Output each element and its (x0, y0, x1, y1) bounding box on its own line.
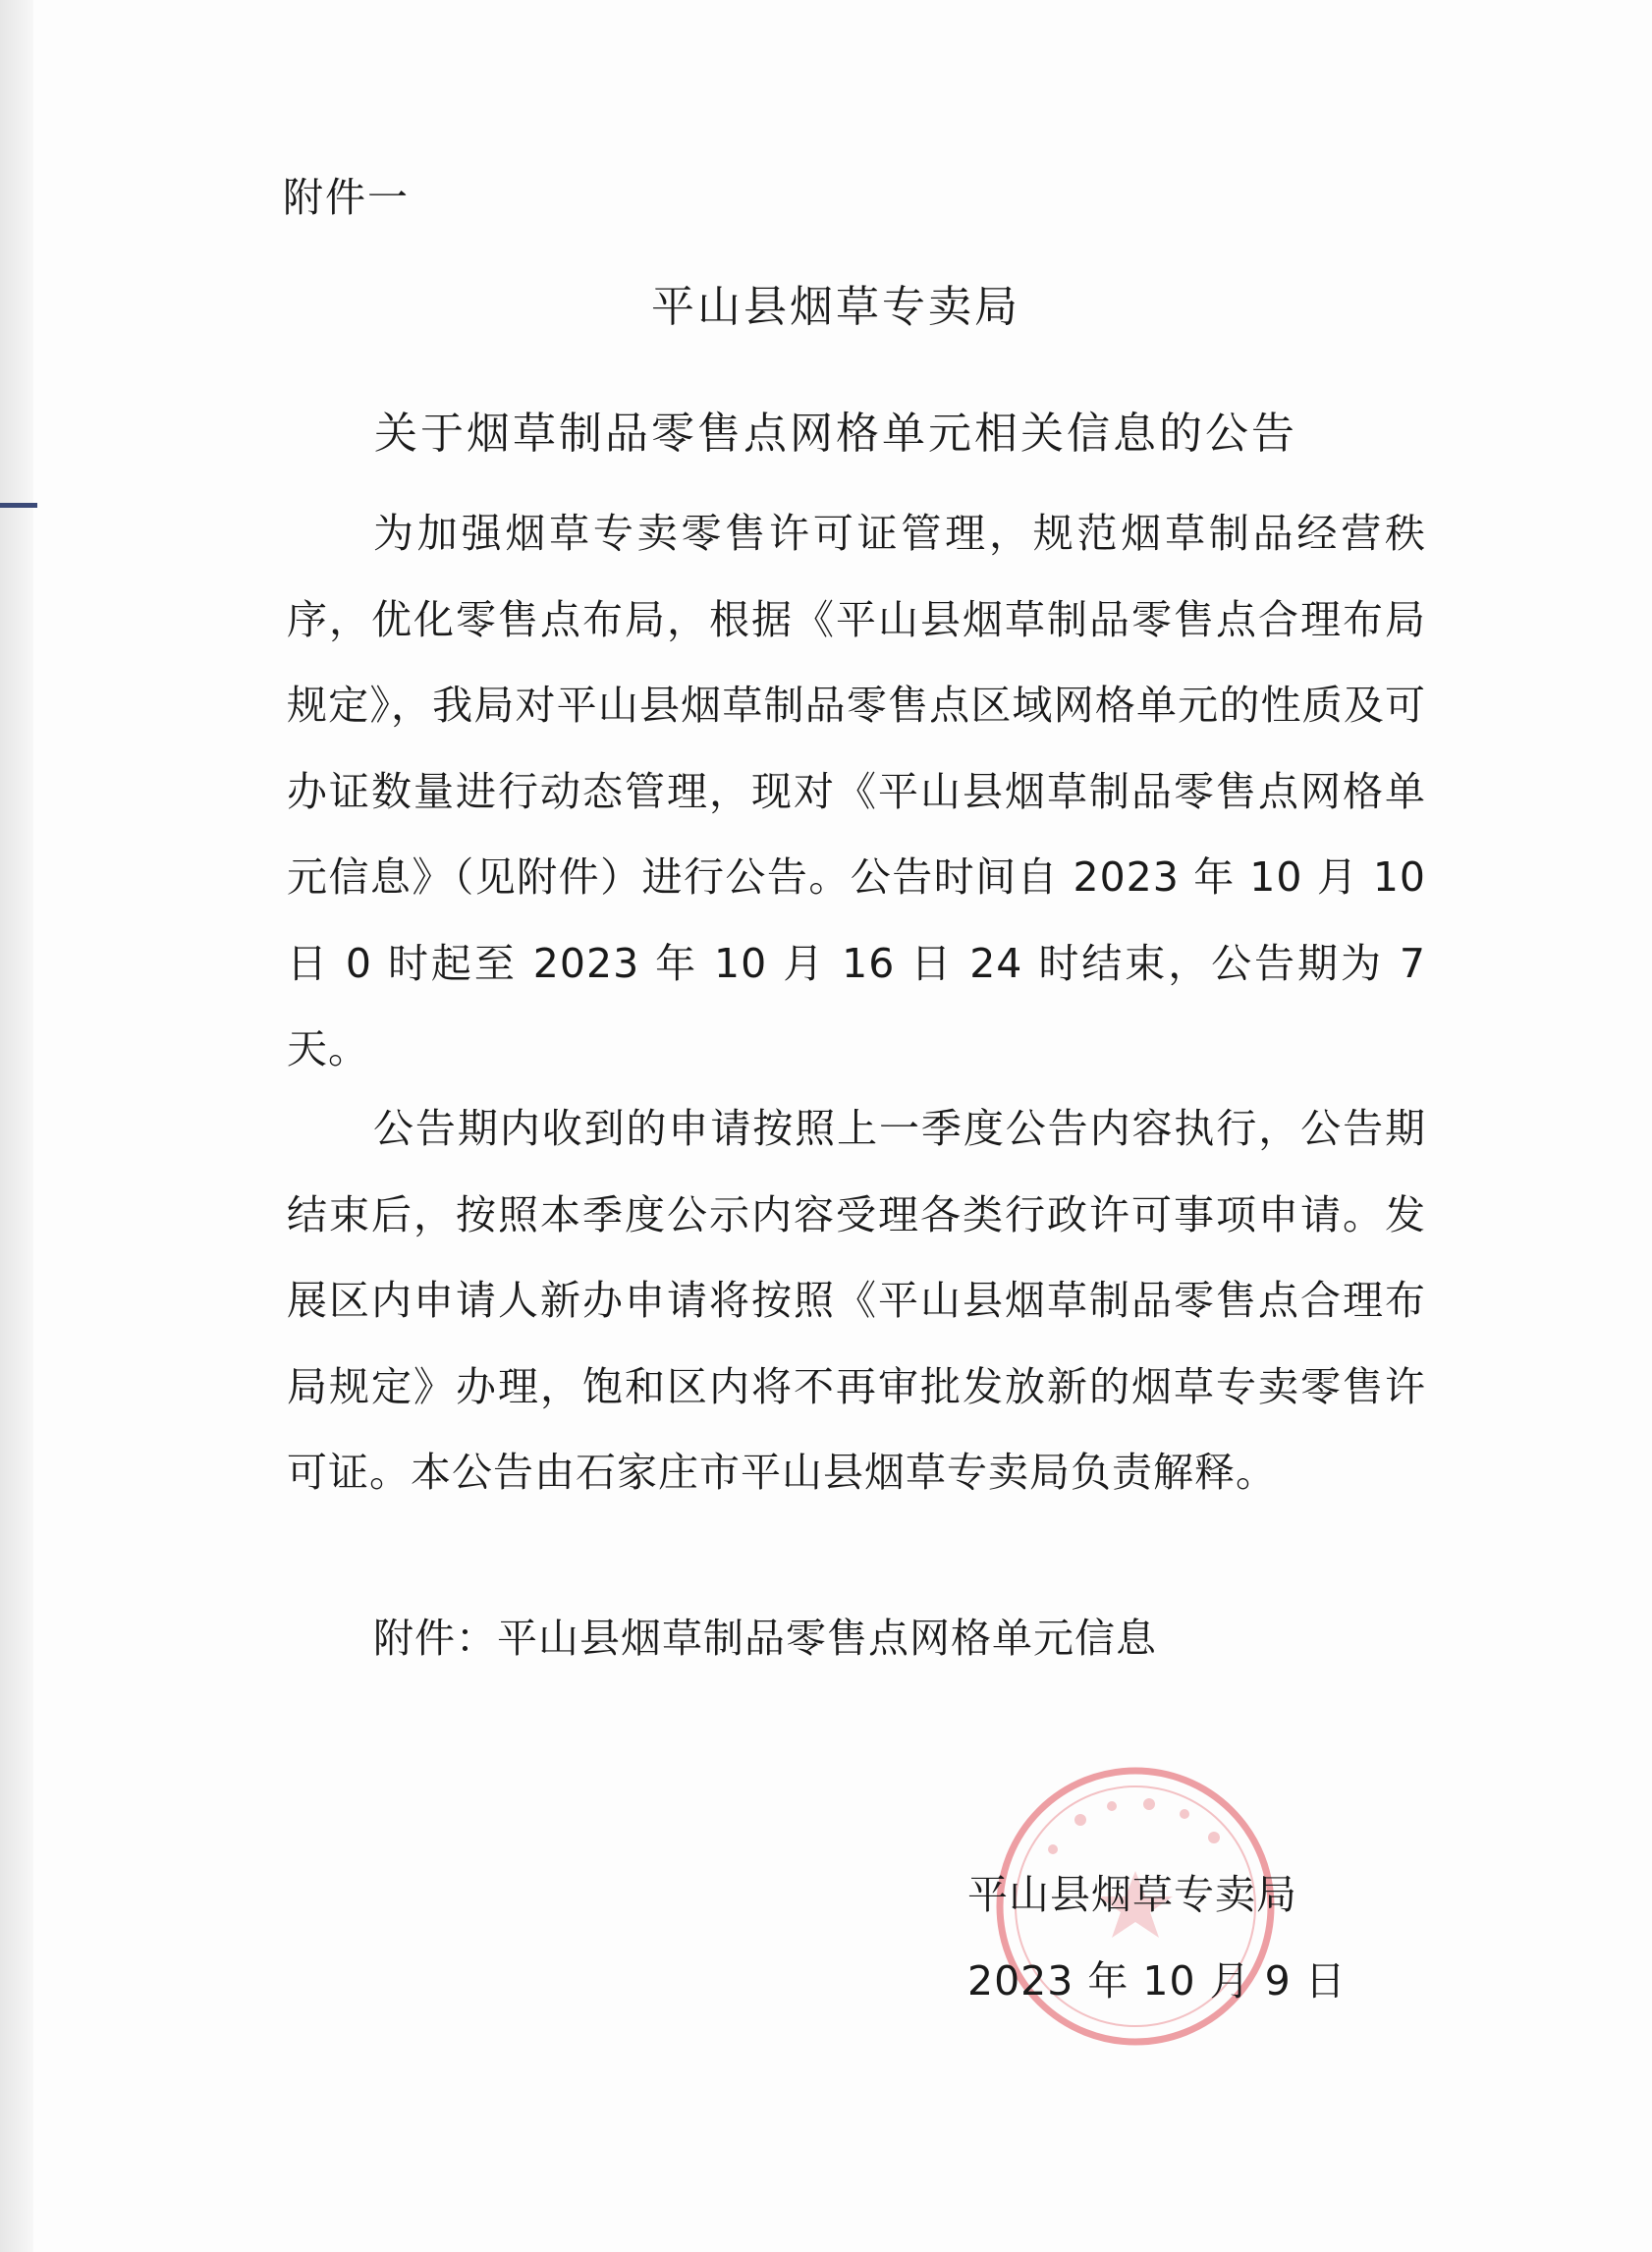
title-announcement: 关于烟草制品零售点网格单元相关信息的公告 (374, 409, 1297, 459)
body-paragraph-1: 为加强烟草专卖零售许可证管理，规范烟草制品经营秩序，优化零售点布局，根据《平山县烟草制品零售点合理布局规定》，我局对平山县烟草制品零售点区域网格单元的性质及可办证数量进行动态管理，现对《平山县烟草制品零售点网格单元信息》（见附件）进行公告。公告时间自 2023 年 10 月 10 日 0 时起至 2023 年 10 月 16 日 24 时结束，公告期为 7 天。 (287, 510, 1426, 1072)
attachment-label: 附件一 (283, 174, 410, 221)
signature-date: 2023 年 10 月 9 日 (967, 1957, 1347, 2005)
signature-block (967, 1851, 1347, 2024)
scan-edge-mark (0, 503, 37, 508)
title-organization: 平山县烟草专卖局 (651, 282, 1020, 332)
attachment-note: 附件：平山县烟草制品零售点网格单元信息 (373, 1615, 1157, 1662)
body-paragraph-2: 公告期内收到的申请按照上一季度公告内容执行，公告期结束后，按照本季度公示内容受理各类行政许可事项申请。发展区内申请人新办申请将按照《平山县烟草制品零售点合理布局规定》办理，饱和区内将不再审批发放新的烟草专卖零售许可证。本公告由石家庄市平山县烟草专卖局负责解释。 (287, 1105, 1426, 1496)
scan-edge-shadow (0, 0, 33, 2252)
signature-organization: 平山县烟草专卖局 (967, 1871, 1297, 1918)
